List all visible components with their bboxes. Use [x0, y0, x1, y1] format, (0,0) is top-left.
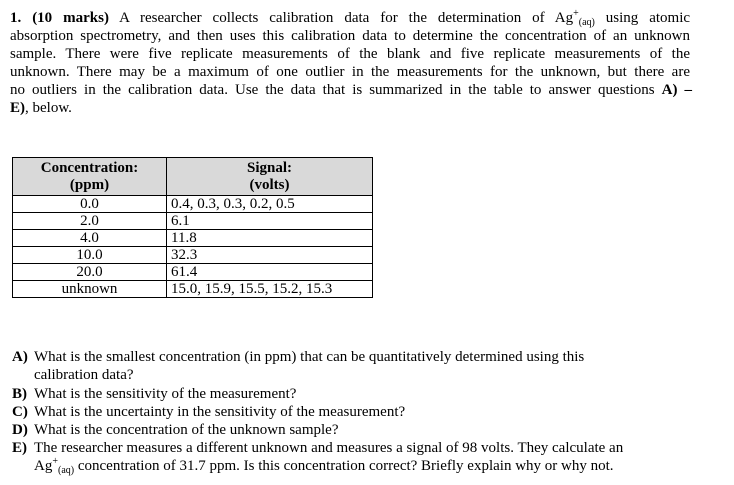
subquestion-a: [12, 348, 584, 366]
signal-cell: 11.8: [167, 230, 373, 247]
subquestion-text: concentration of 31.7 ppm. Is this concentration correct? Briefly explain why or why not.: [74, 458, 614, 474]
intro-text: A researcher collects calibration data for the determination of Ag: [119, 10, 574, 26]
signal-cell: 0.4, 0.3, 0.3, 0.2, 0.5: [167, 196, 373, 213]
question-marks: (10 marks): [32, 10, 109, 26]
table-row: [13, 281, 373, 298]
subquestion-letter: B): [12, 386, 27, 402]
signal-cell: 6.1: [167, 213, 373, 230]
table-row: [13, 264, 373, 281]
superscript-plus: +: [52, 456, 58, 467]
concentration-cell: unknown: [13, 281, 167, 298]
intro-question-range-end: E): [10, 100, 25, 116]
column-header-signal: [167, 158, 373, 196]
concentration-cell: 10.0: [13, 247, 167, 264]
concentration-cell: 4.0: [13, 230, 167, 247]
header-unit: (ppm): [69, 177, 110, 193]
subquestion-d: [12, 421, 339, 439]
subquestion-e: [12, 439, 623, 457]
table-header-row: [13, 158, 373, 196]
header-unit: (volts): [249, 177, 290, 193]
question-intro-line-1: [10, 9, 690, 27]
subquestion-text: What is the concentration of the unknown sample?: [34, 422, 339, 438]
subscript-aq: (aq): [578, 17, 595, 28]
subquestion-letter: A): [12, 349, 28, 365]
table-row: [13, 196, 373, 213]
calibration-data-table: [12, 157, 373, 298]
signal-cell: 32.3: [167, 247, 373, 264]
signal-cell: 15.0, 15.9, 15.5, 15.2, 15.3: [167, 281, 373, 298]
subquestion-b: [12, 385, 296, 403]
intro-question-range: A) –: [661, 82, 693, 98]
concentration-cell: 0.0: [13, 196, 167, 213]
signal-cell: 61.4: [167, 264, 373, 281]
intro-text: using atomic: [594, 10, 691, 26]
subquestion-text: The researcher measures a different unknown and measures a signal of 98 volts. They calculate an: [34, 440, 624, 456]
header-text: Concentration:: [40, 160, 139, 176]
concentration-cell: 20.0: [13, 264, 167, 281]
question-intro-line-4: unknown. There may be a maximum of one outlier in the measurements for the unknown, but there are: [10, 64, 690, 80]
question-intro-line-6: [10, 99, 690, 117]
subquestion-text: What is the sensitivity of the measurement?: [34, 386, 297, 402]
superscript-plus: +: [573, 8, 579, 19]
intro-text: , below.: [25, 100, 72, 116]
table-row: [13, 213, 373, 230]
column-header-concentration: [13, 158, 167, 196]
subquestion-e-continued: [34, 457, 614, 475]
subquestion-a-continued: calibration data?: [34, 367, 134, 383]
question-intro-line-5: [10, 81, 692, 99]
subquestion-text: What is the uncertainty in the sensitivity of the measurement?: [34, 404, 406, 420]
table-row: [13, 230, 373, 247]
question-intro-line-2: absorption spectrometry, and then uses this calibration data to determine the concentration of an unknown: [10, 28, 690, 44]
header-text: Signal:: [246, 160, 292, 176]
subquestion-letter: D): [12, 422, 28, 438]
subquestion-text: Ag: [34, 458, 53, 474]
subquestion-text: What is the smallest concentration (in ppm) that can be quantitatively determined using this: [34, 349, 585, 365]
question-intro-line-3: sample. There were five replicate measurements of the blank and five replicate measurements of the: [10, 46, 690, 62]
subquestion-letter: C): [12, 404, 28, 420]
subquestion-letter: E): [12, 440, 27, 456]
intro-text: no outliers in the calibration data. Use the data that is summarized in the table to answer questions: [10, 82, 662, 98]
subquestion-c: [12, 403, 405, 421]
question-number: 1.: [10, 10, 22, 26]
concentration-cell: 2.0: [13, 213, 167, 230]
subscript-aq: (aq): [57, 465, 75, 476]
table-row: [13, 247, 373, 264]
